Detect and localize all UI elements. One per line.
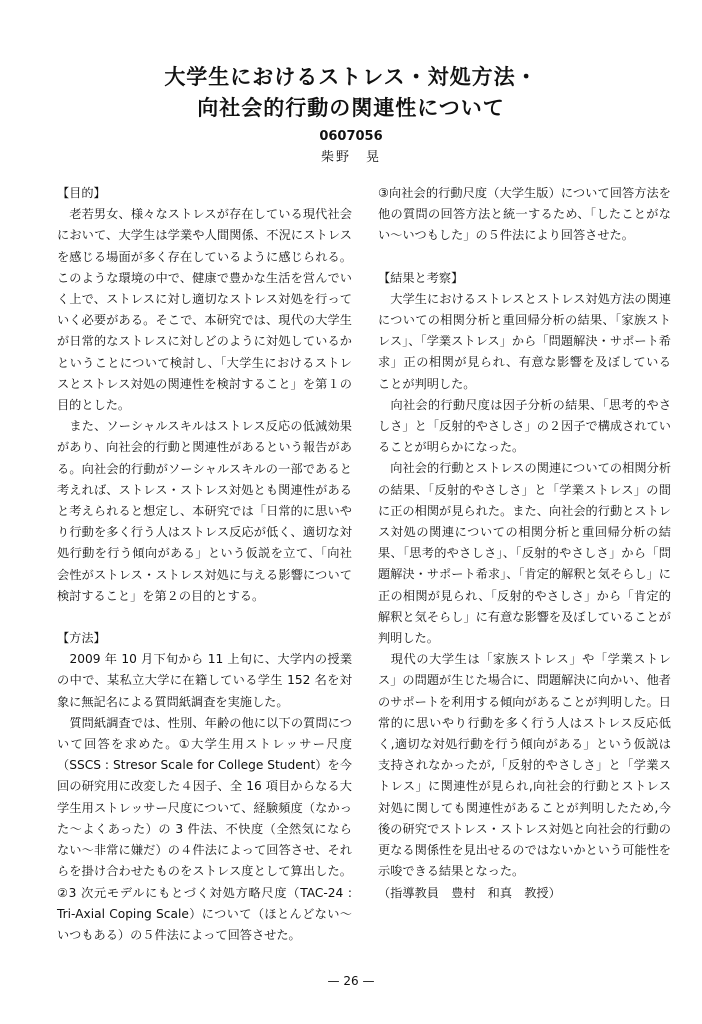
paper-title-line2: 向社会的行動の関連性について	[197, 96, 505, 120]
purpose-heading: 【目的】	[57, 186, 106, 200]
results-paragraph-3: 向社会的行動とストレスの関連についての相関分析の結果、「反射的やさしさ」と「学業ストレス」の間に正の相関が見られた。また、向社会的行動とストレス対処の関連についての相関分析と重回帰分析の結果、「思考的やさしさ」、「反射的やさしさ」から「問題解決・サポート希求」、「肯定的解釈と気そらし」に正の相関が見られ、「反射的やさしさ」から「肯定的解釈と気そらし」に有意な影響を及ぼしていることが判明した。	[378, 461, 672, 646]
results-paragraph-2: 向社会的行動尺度は因子分析の結果、「思考的やさしさ」と「反射的やさしさ」の２因子で構成されていることが明らかになった。	[378, 397, 672, 455]
advisor-credit: （指導教員 豊村 和真 教授）	[378, 885, 561, 900]
page-number: — 26 —	[327, 974, 375, 988]
method-paragraph-3: ③向社会的行動尺度（大学生版）について回答方法を他の質問の回答方法と統一するため、「したことがない〜いつもした」の５件法により回答させた。	[378, 186, 671, 243]
paper-title-line1: 大学生におけるストレス・対処方法・	[164, 65, 538, 89]
right-column	[378, 183, 671, 904]
purpose-paragraph-2: また、ソーシャルスキルはストレス反応の低減効果があり、向社会的行動と関連性があるという報告がある。向社会的行動がソーシャルスキルの一部であると考えれば、ストレス・ストレス対処とも関連性があると考えられると想定し、本研究では「日常的に思いやり行動を多く行う人はストレス反応が低く、適切な対処行動を行う傾向がある」という仮説を立て、「向社会性がストレス・ストレス対処に与える影響について検討すること」を第２の目的とする。	[57, 419, 352, 603]
purpose-paragraph-1: 老若男女、様々なストレスが存在している現代社会において、大学生は学業や人間関係、不況にストレスを感じる場面が多く存在しているように感じられる。このような環境の中で、健康で豊かな生活を営んでいく上で、ストレスに対し適切なストレス対処を行っていく必要がある。そこで、本研究では、現代の大学生が日常的なストレスに対しどのように対処しているかということについて検討し、「大学生におけるストレスとストレス対処の関連性を検討すること」を第１の目的とした。	[57, 207, 352, 413]
results-paragraph-1: 大学生におけるストレスとストレス対処方法の関連についての相関分析と重回帰分析の結果、「家族ストレス」、「学業ストレス」から「問題解決・サポート希求」正の相関が見られ、有意な影響を及ぼしていることが判明した。	[378, 291, 671, 391]
results-paragraph-4: 現代の大学生は「家族ストレス」や「学業ストレス」の問題が生じた場合に、問題解決に向かい、他者のサポートを利用する傾向があることが判明した。日常的に思いやり行動を多く行う人はストレス反応低く,適切な対処行動を行う傾向がある」という仮説は支持されなかったが,「反射的やさしさ」と「学業ストレス」に関連性が見られ,向社会的行動とストレス対処に関しても関連性があることが判明したため,今後の研究でストレス・ストレス対処と向社会的行動の更なる関係性を見出せるのではないかという可能性を示唆できる結果となった。	[378, 652, 671, 879]
method-heading: 【方法】	[57, 631, 106, 646]
results-heading: 【結果と考察】	[378, 270, 464, 285]
student-id: 0607056	[319, 129, 383, 144]
method-paragraph-2: 質問紙調査では、性別、年齢の他に以下の質問について回答を求めた。①大学生用ストレッサー尺度（SSCS : Stresor Scale for College Student）を今回の研究用に改変した４因子、全 16 項目からなる大学生用ストレッサー尺度について、経験頻度（なかった〜よくあった）の 3 件法、不快度（全然気にならない〜非常に嫌だ）の４件法によって回答させ、それらを掛け合わせたものをストレス度として算出した。②3 次元モデルにもとづく対処方略尺度（TAC-24 : Tri-Axial Coping Scale）について（ほとんどない〜いつもある）の５件法によって回答させた。	[57, 715, 352, 942]
left-column	[57, 183, 352, 946]
method-paragraph-1: 2009 年 10 月下旬から 11 上旬に、大学内の授業の中で、某私立大学に在籍している学生 152 名を対象に無記名による質問紙調査を実施した。	[57, 652, 353, 709]
author-name: 柴野 晃	[320, 150, 381, 165]
